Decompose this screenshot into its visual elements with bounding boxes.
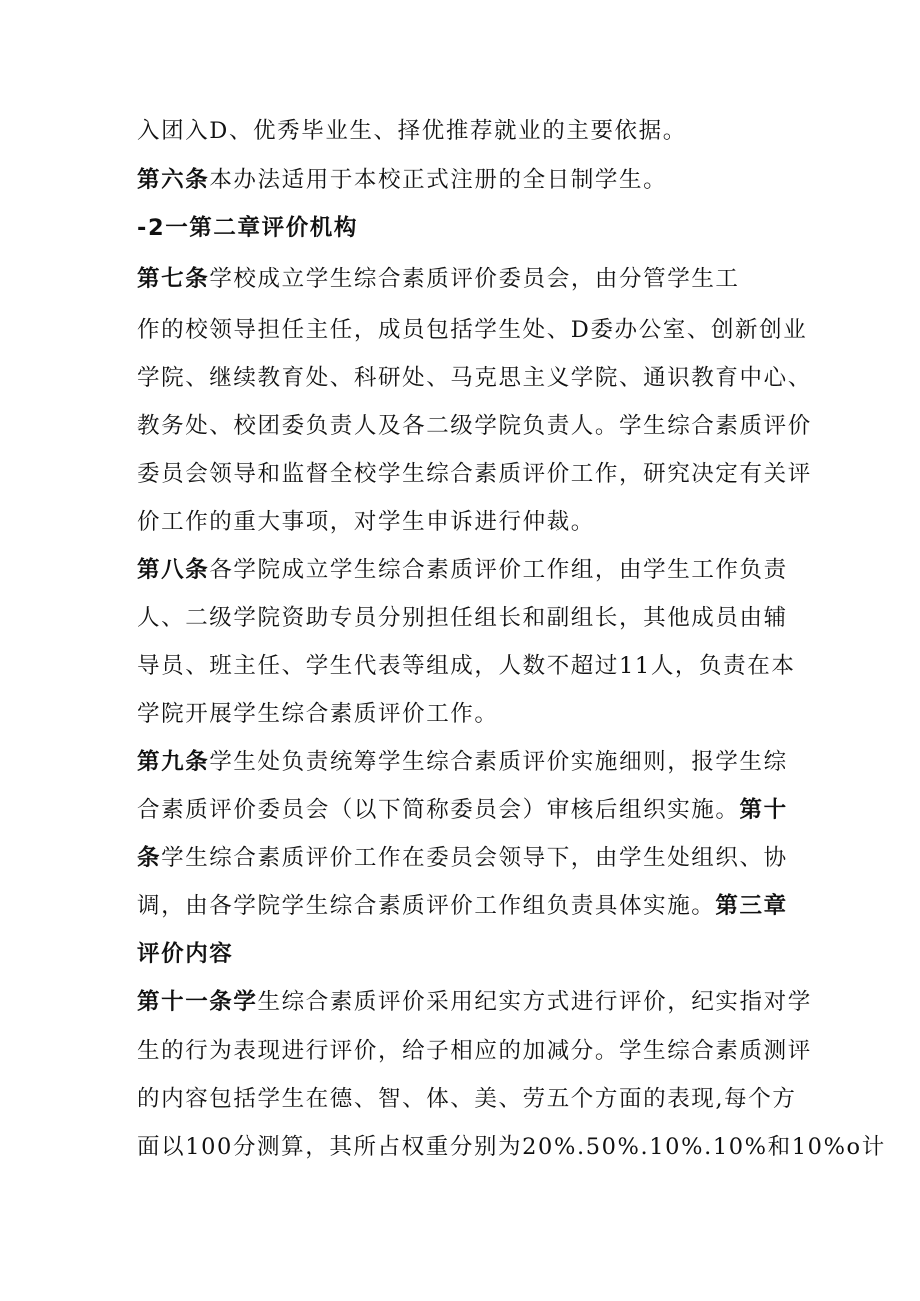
body-text: 学生综合素质评价工作在委员会领导下，由学生处组织、协: [161, 845, 788, 871]
text-line: [137, 508, 595, 536]
text-line: [137, 316, 807, 344]
body-text: 各学院成立学生综合素质评价工作组，由学生工作负责: [209, 557, 788, 583]
text-line: [137, 265, 740, 293]
text-line: [137, 117, 687, 145]
body-text: 本办法适用于本校正式注册的全日制学生。: [209, 167, 668, 193]
body-text: 价工作的重大事项，对学生申诉进行仲裁。: [137, 509, 595, 535]
bold-heading-text: 第九条: [137, 749, 210, 775]
body-text: 生的行为表现进行评价，给子相应的加减分。学生综合素质测评: [137, 1038, 812, 1064]
text-line: [137, 604, 788, 632]
bold-heading-text: 评价内容: [137, 941, 234, 967]
body-text: 学生处负责统筹学生综合素质评价实施细则，报学生综: [209, 749, 788, 775]
body-text: 调，由各学院学生综合素质评价工作组负责具体实施。: [137, 893, 716, 919]
text-line: [137, 892, 788, 920]
body-text: 合素质评价委员会（以下简称委员会）审核后组织实施。: [137, 797, 740, 823]
body-text: 人、二级学院资助专员分别担任组长和副组长，其他成员由辅: [137, 605, 788, 631]
text-line: [137, 1133, 886, 1161]
text-line: [137, 796, 788, 824]
text-line: [137, 166, 667, 194]
body-text: 学院开展学生综合素质评价工作。: [137, 701, 499, 727]
bold-heading-text: 第十: [739, 797, 788, 823]
text-line: [137, 700, 499, 728]
bold-heading-text: 第八条: [137, 557, 210, 583]
body-text: 学院、继续教育处、科研处、马克思主义学院、通识教育中心、: [137, 365, 812, 391]
body-text: 入团入D、优秀毕业生、择优推荐就业的主要依据。: [137, 118, 687, 144]
body-text: 学校成立学生综合素质评价委员会，由分管学生工: [209, 266, 740, 292]
body-text: 委员会领导和监督全校学生综合素质评价工作，研究决定有关评: [137, 461, 812, 487]
body-text: 导员、班主任、学生代表等组成，人数不超过11人，负责在本: [137, 653, 796, 679]
body-text: 教务处、校团委负责人及各二级学院负责人。学生综合素质评价: [137, 413, 812, 439]
bold-heading-text: -2一第二章评价机构: [137, 215, 358, 241]
text-line: [137, 844, 788, 872]
text-line: [137, 652, 795, 680]
body-text: 生综合素质评价采用纪实方式进行评价，纪实指对学: [257, 989, 812, 1015]
text-line: [137, 412, 812, 440]
text-line: [137, 460, 812, 488]
text-line: [137, 1085, 796, 1113]
bold-heading-text: 第六条: [137, 167, 210, 193]
body-text: 面以100分测算，其所占权重分别为20%.50%.10%.10%和10%o计: [137, 1134, 886, 1160]
text-line: [137, 1037, 812, 1065]
text-line: [137, 988, 812, 1016]
bold-heading-text: 第七条: [137, 266, 210, 292]
text-line: [137, 214, 358, 242]
body-text: 的内容包括学生在德、智、体、美、劳五个方面的表现,每个方: [137, 1086, 797, 1112]
text-line: [137, 556, 788, 584]
bold-heading-text: 第三章: [715, 893, 788, 919]
bold-heading-text: 第十一条学: [137, 989, 258, 1015]
text-line: [137, 748, 788, 776]
body-text: 作的校领导担任主任，成员包括学生处、D委办公室、创新创业: [137, 317, 808, 343]
bold-heading-text: 条: [137, 845, 162, 871]
text-line: [137, 364, 812, 392]
text-line: [137, 940, 233, 968]
